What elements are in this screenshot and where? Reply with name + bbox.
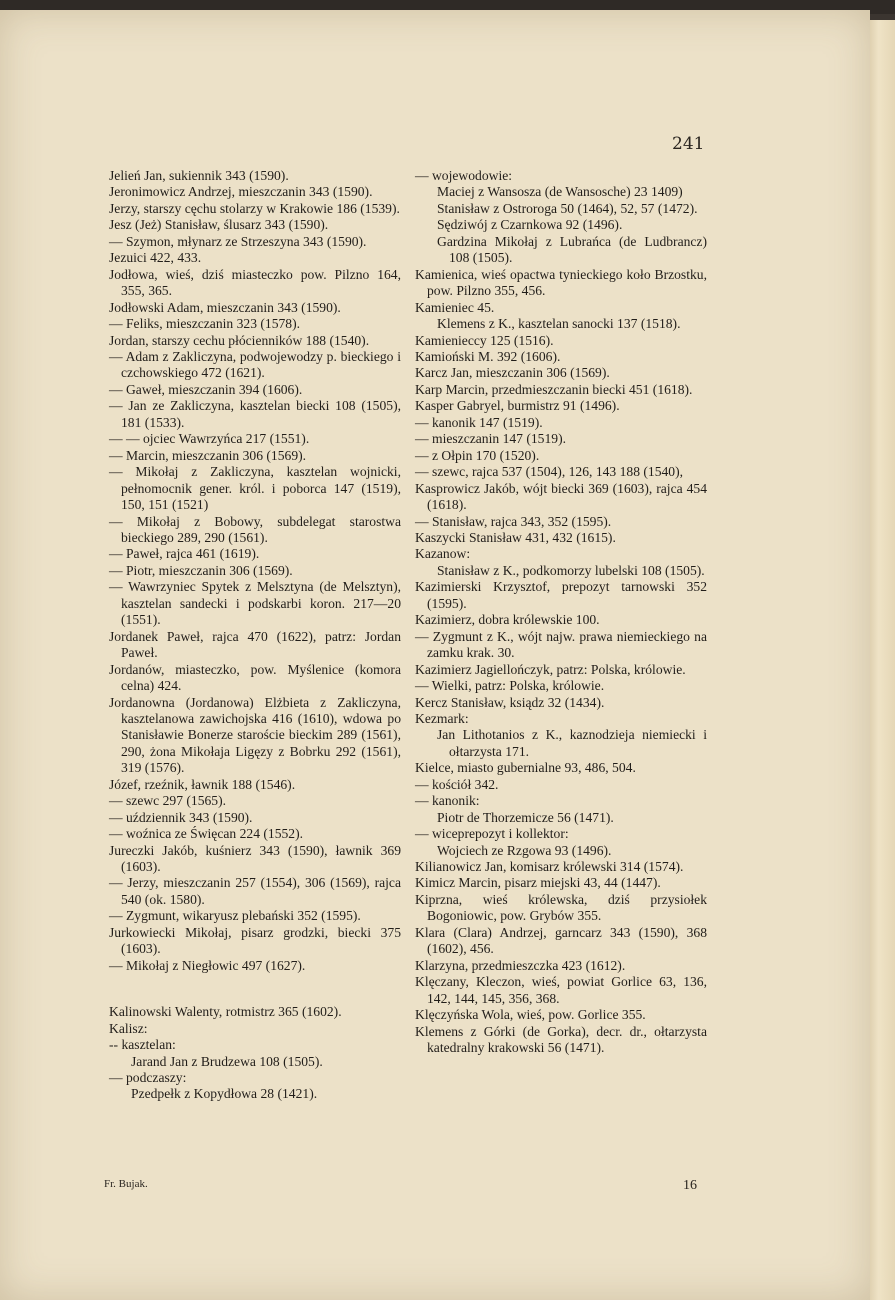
index-entry: Kasper Gabryel, burmistrz 91 (1496). (415, 398, 620, 414)
index-entry: — Wawrzyniec Spytek z Melsztyna (de Melsztyn), kasztelan sandecki i podskarbi koron. 217—20 (1551). (109, 579, 401, 628)
index-entry: — Piotr, mieszczanin 306 (1569). (109, 562, 293, 578)
index-entry: — — ojciec Wawrzyńca 217 (1551). (109, 431, 310, 447)
index-entry: Kaszycki Stanisław 431, 432 (1615). (415, 529, 616, 545)
index-entry: — podczaszy: (109, 1070, 187, 1086)
index-entry: Klarzyna, przedmieszczka 423 (1612). (415, 957, 626, 973)
index-entry: Maciej z Wansosza (de Wansosche) 23 1409) (437, 184, 683, 200)
index-entry: Jesz (Jeż) Stanisław, ślusarz 343 (1590). (109, 217, 329, 233)
index-entry: — Zygmunt, wikaryusz plebański 352 (1595). (109, 908, 361, 924)
index-entry: — Adam z Zakliczyna, podwojewodzy p. bieckiego i czchowskiego 472 (1621). (109, 348, 401, 381)
index-entry: Kielce, miasto gubernialne 93, 486, 504. (415, 760, 636, 776)
index-entry: Kamieniec 45. (415, 299, 495, 315)
index-entry: Pzedpełk z Kopydłowa 28 (1421). (131, 1086, 318, 1102)
index-entry: — kościół 342. (415, 776, 499, 792)
index-entry: Józef, rzeźnik, ławnik 188 (1546). (109, 776, 296, 792)
index-entry: — Marcin, mieszczanin 306 (1569). (109, 447, 307, 463)
index-entry: — Paweł, rajca 461 (1619). (109, 546, 260, 562)
index-entry: Kamioński M. 392 (1606). (415, 348, 561, 364)
section-gap (109, 974, 401, 1004)
index-entry: Kimicz Marcin, pisarz miejski 43, 44 (1447). (415, 875, 661, 891)
index-entry: Jarand Jan z Brudzewa 108 (1505). (131, 1053, 323, 1069)
index-entry: — Zygmunt z K., wójt najw. prawa niemieckiego na zamku krak. 30. (415, 628, 707, 661)
index-entry: Kazimierz Jagiellończyk, patrz: Polska, królowie. (415, 661, 686, 677)
index-entry: Jordan, starszy cechu płócienników 188 (1540). (109, 332, 370, 348)
index-entry: — wojewodowie: (415, 168, 513, 183)
index-entry: Kasprowicz Jakób, wójt biecki 369 (1603), rajca 454 (1618). (415, 480, 707, 513)
index-entry: Kiprzna, wieś królewska, dziś przysiołek Bogoniowic, pow. Grybów 355. (415, 891, 707, 924)
index-entry: Kalinowski Walenty, rotmistrz 365 (1602). (109, 1004, 342, 1020)
index-entry: — Gaweł, mieszczanin 394 (1606). (109, 381, 303, 397)
page-edge (866, 20, 895, 1300)
index-entry: — Mikołaj z Bobowy, subdelegat starostwa bieckiego 289, 290 (1561). (109, 513, 401, 545)
index-entry: Klemens z K., kasztelan sanocki 137 (1518). (437, 316, 681, 332)
index-entry: Wojciech ze Rzgowa 93 (1496). (437, 842, 612, 858)
index-entry: Jodłowa, wieś, dziś miasteczko pow. Pilzno 164, 355, 365. (109, 266, 401, 299)
index-entry: Karp Marcin, przedmieszczanin biecki 451 (1618). (415, 381, 693, 397)
footer-signature: 16 (683, 1178, 697, 1193)
index-entry: — Jerzy, mieszczanin 257 (1554), 306 (1569), rajca 540 (ok. 1580). (109, 875, 401, 907)
index-entry: Jan Lithotanios z K., kaznodzieja niemiecki i ołtarzysta 171. (437, 727, 707, 759)
index-entry: Jeronimowicz Andrzej, mieszczanin 343 (1590). (109, 184, 373, 200)
index-entry: Kazimierski Krzysztof, prepozyt tarnowski 352 (1595). (415, 579, 707, 611)
index-column-left (109, 168, 401, 1103)
footer-author: Fr. Bujak. (104, 1178, 148, 1190)
index-entry: Jordanek Paweł, rajca 470 (1622), patrz: Jordan Paweł. (109, 628, 401, 661)
index-entry: Kilianowicz Jan, komisarz królewski 314 (1574). (415, 859, 684, 875)
index-entry: Jordanów, miasteczko, pow. Myślenice (komora celna) 424. (109, 661, 401, 694)
index-entry: Sędziwój z Czarnkowa 92 (1496). (437, 217, 623, 233)
index-entry: Klara (Clara) Andrzej, garncarz 343 (1590), 368 (1602), 456. (415, 924, 707, 957)
index-entry: Kazimierz, dobra królewskie 100. (415, 612, 600, 628)
index-entry: — mieszczanin 147 (1519). (415, 431, 566, 447)
index-entry: — szewc 297 (1565). (109, 793, 227, 809)
index-entry: Kamienica, wieś opactwa tynieckiego koło Brzostku, pow. Pilzno 355, 456. (415, 266, 707, 299)
index-entry: Jureczki Jakób, kuśnierz 343 (1590), ławnik 369 (1603). (109, 842, 401, 875)
index-entry: Jurkowiecki Mikołaj, pisarz grodzki, biecki 375 (1603). (109, 924, 401, 957)
index-entry: Kamienieccy 125 (1516). (415, 332, 554, 348)
index-entry: Jordanowna (Jordanowa) Elżbieta z Zakliczyna, kasztelanowa zawichojska 416 (1610), wdowa po Stanisławie Bonerze staroście bieckim 289 (1561), 290, żona Mikołaja Ligęzy z Bobrku 292 (1561), 319 (1576). (109, 694, 401, 776)
index-entry: — Stanisław, rajca 343, 352 (1595). (415, 513, 612, 529)
index-entry: Kezmark: (415, 710, 469, 726)
index-entry: Stanisław z K., podkomorzy lubelski 108 (1505). (437, 562, 705, 578)
index-entry: Jodłowski Adam, mieszczanin 343 (1590). (109, 299, 341, 315)
index-entry: — z Ołpin 170 (1520). (415, 447, 540, 463)
index-entry: Klemens z Górki (de Gorka), decr. dr., ołtarzysta katedralny krakowski 56 (1471). (415, 1023, 707, 1056)
index-entry: — uździennik 343 (1590). (109, 809, 253, 825)
index-entry: — Szymon, młynarz ze Strzeszyna 343 (1590). (109, 233, 367, 249)
index-entry: — Mikołaj z Zakliczyna, kasztelan wojnicki, pełnomocnik gener. król. i poborca 147 (1519), 150, 151 (1521) (109, 464, 401, 513)
index-entry: — Jan ze Zakliczyna, kasztelan biecki 108 (1505), 181 (1533). (109, 398, 401, 430)
index-entry: Kalisz: (109, 1020, 148, 1036)
index-entry: Gardzina Mikołaj z Lubrańca (de Ludbrancz) 108 (1505). (437, 233, 707, 266)
index-entry: Jerzy, starszy cęchu stolarzy w Krakowie 186 (1539). (109, 200, 400, 216)
page-number: 241 (672, 134, 705, 154)
index-entry: Kercz Stanisław, ksiądz 32 (1434). (415, 694, 605, 710)
index-entry: Karcz Jan, mieszczanin 306 (1569). (415, 365, 610, 381)
index-entry: Klęczany, Kleczon, wieś, powiat Gorlice 63, 136, 142, 144, 145, 356, 368. (415, 974, 707, 1006)
index-entry: — szewc, rajca 537 (1504), 126, 143 188 (1540), (415, 464, 684, 480)
index-entry: Stanisław z Ostroroga 50 (1464), 52, 57 (1472). (437, 200, 698, 216)
index-entry: — Wielki, patrz: Polska, królowie. (415, 678, 605, 694)
index-entry: — woźnica ze Święcan 224 (1552). (109, 826, 304, 842)
index-entry: Klęczyńska Wola, wieś, pow. Gorlice 355. (415, 1007, 646, 1023)
index-entry: — kanonik: (415, 793, 480, 809)
index-entry: Jezuici 422, 433. (109, 250, 202, 266)
index-entry: Jelień Jan, sukiennik 343 (1590). (109, 168, 289, 183)
index-entry: — Feliks, mieszczanin 323 (1578). (109, 316, 301, 332)
index-entry: Piotr de Thorzemicze 56 (1471). (437, 809, 614, 825)
index-column-right (415, 168, 707, 1056)
index-entry: — kanonik 147 (1519). (415, 414, 543, 430)
index-entry: Kazanow: (415, 546, 471, 562)
index-entry: -- kasztelan: (109, 1037, 176, 1053)
index-entry: — wiceprepozyt i kollektor: (415, 826, 569, 842)
index-entry: — Mikołaj z Niegłowic 497 (1627). (109, 957, 306, 973)
